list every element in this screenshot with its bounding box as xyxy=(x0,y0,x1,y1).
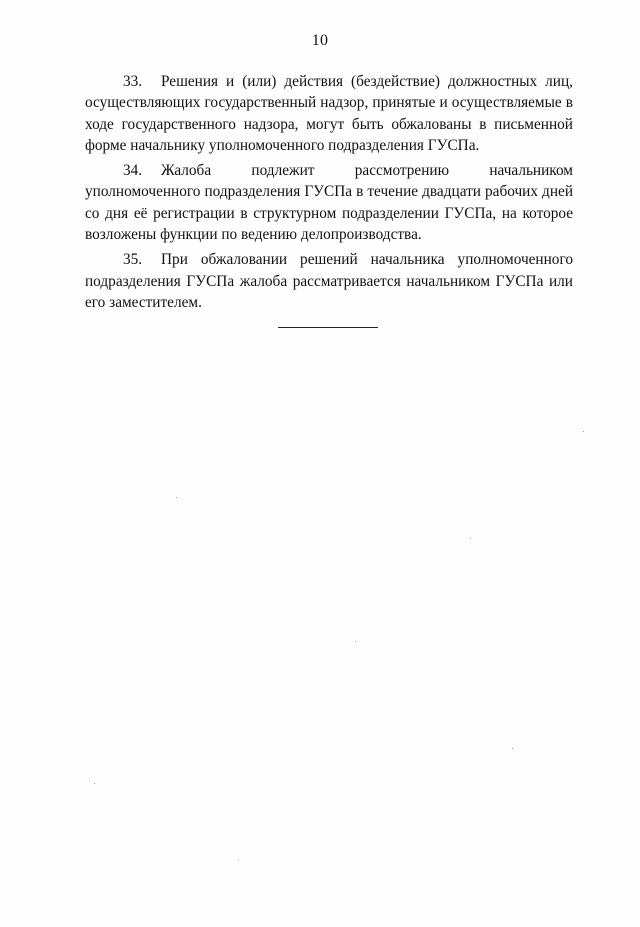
paragraph-number: 34. xyxy=(123,162,143,180)
paragraph-text: При обжаловании решений начальника уполномоченного подразделения ГУСПа жалоба рассматривается начальником ГУСПа или его заместителем. xyxy=(85,251,573,311)
scan-speck xyxy=(470,538,471,539)
document-body xyxy=(85,71,573,317)
scan-speck xyxy=(355,641,356,642)
scan-speck xyxy=(94,783,95,784)
paragraph-text: Решения и (или) действия (бездействие) должностных лиц, осуществляющих государственный надзор, принятые и осуществляемые в ходе государственного надзора, могут быть обжалованы в письменной форме начальнику уполномоченного подразделения ГУСПа. xyxy=(85,73,573,154)
page-number: 10 xyxy=(311,32,329,49)
paragraph-34 xyxy=(85,160,573,245)
end-of-text-separator xyxy=(278,327,378,328)
paragraph-33 xyxy=(85,71,573,156)
paragraph-35 xyxy=(85,249,573,313)
paragraph-number: 35. xyxy=(123,251,143,269)
paragraph-text: Жалоба подлежит рассмотрению начальником уполномоченного подразделения ГУСПа в течение двадцати рабочих дней со дня её регистрации в структурном подразделении ГУСПа, на которое возложены функции по ведению делопроизводства. xyxy=(85,162,573,244)
scan-speck xyxy=(238,860,239,861)
paragraph-number: 33. xyxy=(123,73,143,90)
scan-speck xyxy=(583,431,584,432)
scan-speck xyxy=(512,748,513,749)
scan-speck xyxy=(176,497,177,498)
